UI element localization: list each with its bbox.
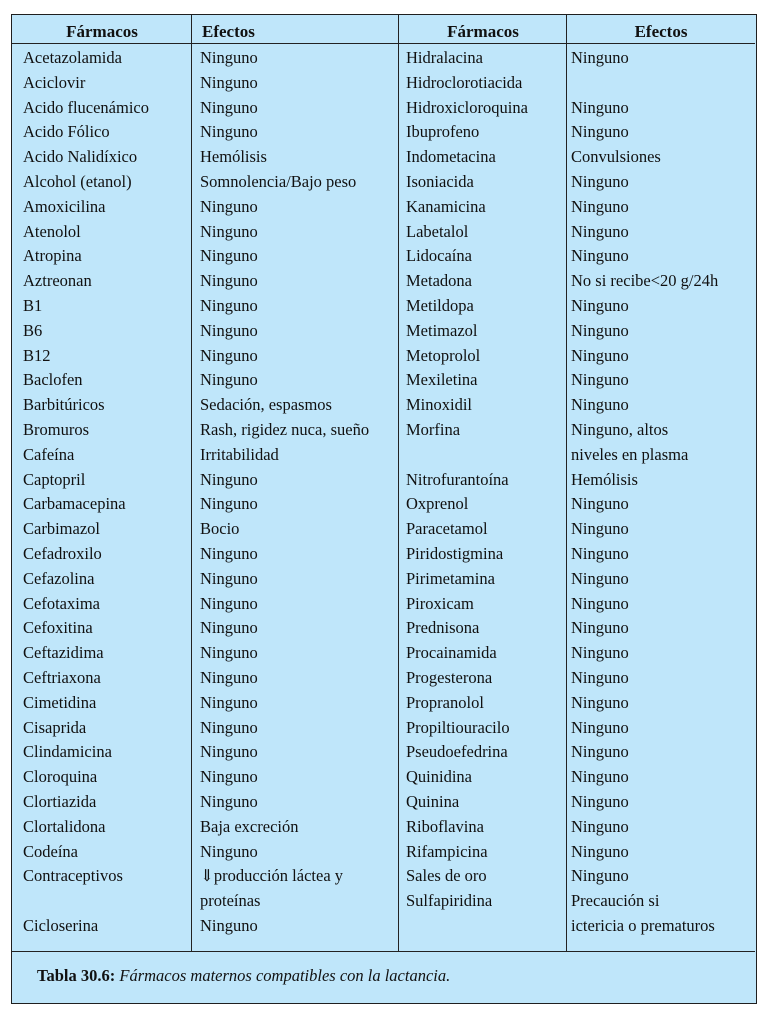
effect-cell: Ninguno bbox=[571, 320, 629, 340]
drug-name-cell: B6 bbox=[23, 320, 43, 340]
effect-cell: Precaución si bbox=[571, 891, 660, 911]
effect-cell: Ninguno bbox=[571, 48, 629, 67]
effect-cell: Ninguno bbox=[200, 643, 258, 663]
drug-name-cell: Carbimazol bbox=[23, 519, 100, 539]
drug-name-cell: Cefoxitina bbox=[23, 618, 93, 638]
drug-name-cell: Quinidina bbox=[406, 767, 472, 787]
effect-cell: Ninguno bbox=[200, 97, 258, 117]
drug-name-cell: Prednisona bbox=[406, 618, 480, 638]
effect-cell: Ninguno bbox=[571, 742, 629, 762]
caption-label: Tabla 30.6: bbox=[37, 966, 116, 985]
effect-cell: Ninguno bbox=[200, 271, 258, 291]
effect-cell: Ninguno bbox=[200, 320, 258, 340]
drug-name-cell: Sales de oro bbox=[406, 866, 487, 886]
header-divider bbox=[12, 43, 755, 44]
drug-name-cell: Hidroxicloroquina bbox=[406, 97, 528, 117]
effect-cell: Ninguno bbox=[200, 742, 258, 762]
effect-cell: Ninguno bbox=[200, 668, 258, 687]
drug-name-cell: Sulfapiridina bbox=[406, 891, 493, 911]
effect-cell: Ninguno bbox=[571, 196, 629, 216]
effect-cell: Sedación, espasmos bbox=[200, 395, 332, 415]
column-divider bbox=[191, 15, 192, 951]
effect-cell: Convulsiones bbox=[571, 147, 661, 167]
effect-cell: Ninguno bbox=[200, 469, 258, 489]
effect-cell: Ninguno bbox=[571, 593, 629, 613]
drug-table bbox=[12, 15, 755, 951]
drug-name-cell: Cafeína bbox=[23, 444, 75, 464]
drug-name-cell: Piroxicam bbox=[406, 593, 474, 613]
drug-name-cell: Isoniacida bbox=[406, 172, 474, 191]
effect-cell: Ninguno bbox=[200, 221, 258, 241]
effect-cell: Ninguno bbox=[571, 122, 629, 142]
effect-cell: Ninguno bbox=[571, 792, 629, 811]
drug-name-cell: Propranolol bbox=[406, 692, 484, 712]
effect-cell: Bocio bbox=[200, 519, 240, 539]
effect-cell: Ninguno bbox=[200, 296, 258, 315]
column-header-farmacos-left: Fármacos bbox=[66, 22, 138, 41]
drug-name-cell: Rifampicina bbox=[406, 841, 488, 861]
drug-name-cell: Morfina bbox=[406, 420, 461, 439]
effect-cell: Ninguno bbox=[200, 544, 258, 563]
drug-name-cell: Cefazolina bbox=[23, 568, 95, 588]
effect-cell: Ninguno bbox=[571, 370, 629, 390]
effect-cell: Ninguno bbox=[571, 494, 629, 514]
drug-name-cell: Metadona bbox=[406, 271, 472, 291]
effect-cell: Hemólisis bbox=[571, 469, 638, 489]
effect-cell: Ninguno bbox=[200, 48, 258, 67]
effect-cell: Ninguno bbox=[571, 643, 629, 663]
drug-name-cell: Ceftazidima bbox=[23, 643, 104, 663]
effect-cell: Ninguno bbox=[200, 246, 258, 266]
drug-name-cell: B12 bbox=[23, 345, 51, 365]
drug-name-cell: Alcohol (etanol) bbox=[23, 172, 132, 191]
drug-name-cell: Acetazolamida bbox=[23, 48, 122, 67]
drug-name-cell: Atropina bbox=[23, 246, 82, 266]
effect-cell: Ninguno bbox=[200, 122, 258, 142]
drug-name-cell: Clortalidona bbox=[23, 816, 106, 836]
column-header-efectos-left: Efectos bbox=[202, 22, 255, 41]
effect-cell: niveles en plasma bbox=[571, 444, 689, 464]
effect-cell: Irritabilidad bbox=[200, 444, 279, 464]
effect-cell: Ninguno bbox=[571, 395, 629, 415]
effect-cell: Ninguno bbox=[200, 792, 258, 811]
drug-name-cell: Procainamida bbox=[406, 643, 497, 663]
drug-name-cell: Barbitúricos bbox=[23, 395, 105, 415]
drug-name-cell: Riboflavina bbox=[406, 816, 484, 836]
effect-cell: Ninguno bbox=[200, 593, 258, 613]
effect-cell: Ninguno bbox=[571, 717, 629, 737]
effect-cell: Ninguno bbox=[571, 519, 629, 539]
drug-name-cell: Kanamicina bbox=[406, 196, 486, 216]
drug-name-cell: Metimazol bbox=[406, 320, 478, 340]
drug-name-cell: Hidroclorotiacida bbox=[406, 72, 523, 92]
drug-name-cell: Labetalol bbox=[406, 221, 469, 241]
effect-cell: Ninguno bbox=[200, 767, 258, 787]
effect-cell: Ninguno, altos bbox=[571, 420, 669, 439]
effect-cell: Ninguno bbox=[571, 221, 629, 241]
effect-cell: ⇓producción láctea y bbox=[200, 866, 344, 886]
drug-name-cell: Hidralacina bbox=[406, 48, 483, 67]
drug-name-cell: Cicloserina bbox=[23, 916, 99, 935]
column-divider bbox=[398, 15, 399, 951]
drug-name-cell: Cisaprida bbox=[23, 717, 87, 737]
column-header-efectos-right: Efectos bbox=[634, 22, 688, 41]
effect-cell: Rash, rigidez nuca, sueño bbox=[200, 420, 370, 439]
effect-cell: Ninguno bbox=[571, 618, 629, 638]
drug-name-cell: Captopril bbox=[23, 469, 86, 489]
drug-name-cell: Lidocaína bbox=[406, 246, 472, 266]
table-bottom-divider bbox=[12, 951, 755, 952]
drug-name-cell: Bromuros bbox=[23, 420, 89, 439]
effect-cell: Baja excreción bbox=[200, 816, 299, 836]
drug-name-cell: Oxprenol bbox=[406, 494, 469, 514]
effect-cell: ictericia o prematuros bbox=[571, 916, 715, 935]
effect-cell: Ninguno bbox=[200, 196, 258, 216]
effect-cell: Ninguno bbox=[200, 72, 258, 92]
drug-name-cell: Mexiletina bbox=[406, 370, 478, 390]
drug-name-cell: Pirimetamina bbox=[406, 568, 495, 588]
drug-name-cell: Metildopa bbox=[406, 296, 474, 315]
table-caption bbox=[37, 963, 450, 989]
effect-cell: Ninguno bbox=[571, 296, 629, 315]
effect-cell: Ninguno bbox=[200, 568, 258, 588]
drug-name-cell: Metoprolol bbox=[406, 345, 481, 365]
effect-cell: Ninguno bbox=[200, 692, 258, 712]
drug-name-cell: Progesterona bbox=[406, 668, 493, 687]
effect-cell: Ninguno bbox=[200, 345, 258, 365]
drug-name-cell: Nitrofurantoína bbox=[406, 469, 509, 489]
drug-name-cell: Pseudoefedrina bbox=[406, 742, 508, 762]
drug-name-cell: Cefotaxima bbox=[23, 593, 100, 613]
effect-cell: No si recibe<20 g/24h bbox=[571, 271, 719, 291]
drug-name-cell: Cefadroxilo bbox=[23, 544, 102, 563]
column-header-farmacos-right: Fármacos bbox=[447, 22, 519, 41]
drug-name-cell: Paracetamol bbox=[406, 519, 488, 539]
drug-name-cell: Piridostigmina bbox=[406, 544, 504, 563]
drug-name-cell: Propiltiouracilo bbox=[406, 717, 510, 737]
drug-name-cell: Amoxicilina bbox=[23, 196, 106, 216]
effect-cell: Ninguno bbox=[200, 717, 258, 737]
drug-name-cell: Quinina bbox=[406, 792, 460, 811]
drug-name-cell: Cloroquina bbox=[23, 767, 98, 787]
drug-name-cell: Atenolol bbox=[23, 221, 81, 241]
effect-cell: Ninguno bbox=[571, 246, 629, 266]
effect-cell: Ninguno bbox=[571, 668, 629, 687]
effect-cell: Ninguno bbox=[571, 97, 629, 117]
drug-name-cell: Acido Nalidíxico bbox=[23, 147, 138, 167]
drug-name-cell: Clortiazida bbox=[23, 792, 97, 811]
drug-name-cell: Acido flucenámico bbox=[23, 97, 149, 117]
drug-name-cell: Carbamacepina bbox=[23, 494, 126, 514]
drug-name-cell: Acido Fólico bbox=[23, 122, 110, 142]
effect-cell: Ninguno bbox=[200, 841, 258, 861]
drug-name-cell: Aciclovir bbox=[23, 72, 86, 92]
drug-name-cell: Codeína bbox=[23, 841, 78, 861]
drug-name-cell: Ceftriaxona bbox=[23, 668, 101, 687]
effect-cell: Ninguno bbox=[571, 568, 629, 588]
effect-cell: Ninguno bbox=[571, 692, 629, 712]
effect-cell: proteínas bbox=[200, 891, 261, 911]
effect-cell: Ninguno bbox=[200, 370, 258, 390]
drug-name-cell: Clindamicina bbox=[23, 742, 112, 762]
effect-cell: Ninguno bbox=[571, 544, 629, 563]
column-divider bbox=[566, 15, 567, 951]
effect-cell: Ninguno bbox=[571, 172, 629, 191]
effect-cell: Hemólisis bbox=[200, 147, 267, 167]
effect-cell: Ninguno bbox=[571, 816, 629, 836]
drug-name-cell: Cimetidina bbox=[23, 692, 97, 712]
effect-cell: Ninguno bbox=[200, 494, 258, 514]
drug-name-cell: Contraceptivos bbox=[23, 866, 123, 886]
drug-name-cell: Ibuprofeno bbox=[406, 122, 480, 142]
caption-text: Fármacos maternos compatibles con la lactancia. bbox=[115, 966, 451, 985]
effect-cell: Ninguno bbox=[571, 866, 629, 886]
drug-name-cell: Aztreonan bbox=[23, 271, 92, 291]
drug-name-cell: Baclofen bbox=[23, 370, 83, 390]
drug-name-cell: Indometacina bbox=[406, 147, 496, 167]
effect-cell: Ninguno bbox=[571, 841, 629, 861]
drug-name-cell: Minoxidil bbox=[406, 395, 473, 415]
effect-cell: Somnolencia/Bajo peso bbox=[200, 172, 357, 191]
effect-cell: Ninguno bbox=[571, 767, 629, 787]
effect-cell: Ninguno bbox=[200, 916, 258, 935]
effect-cell: Ninguno bbox=[200, 618, 258, 638]
table-frame bbox=[11, 14, 757, 1004]
drug-name-cell: B1 bbox=[23, 296, 43, 315]
effect-cell: Ninguno bbox=[571, 345, 629, 365]
